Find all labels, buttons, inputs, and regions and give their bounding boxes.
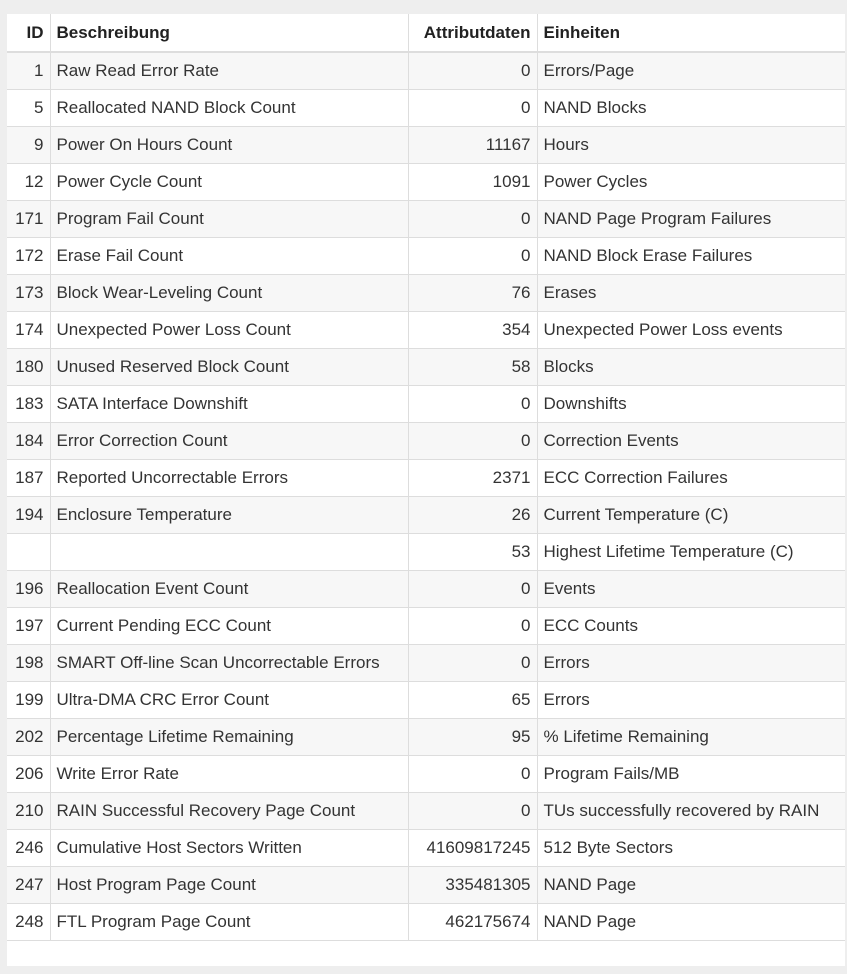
cell-unit: NAND Page Program Failures: [537, 200, 845, 237]
cell-value: 0: [408, 52, 537, 89]
cell-unit: Errors: [537, 681, 845, 718]
cell-description: Write Error Rate: [50, 755, 408, 792]
table-row: [7, 237, 845, 274]
cell-unit: 512 Byte Sectors: [537, 829, 845, 866]
table-row: [7, 533, 845, 570]
cell-value: 0: [408, 89, 537, 126]
table-row: [7, 755, 845, 792]
cell-id: 5: [7, 89, 50, 126]
cell-id: 174: [7, 311, 50, 348]
cell-unit: NAND Block Erase Failures: [537, 237, 845, 274]
cell-unit: Blocks: [537, 348, 845, 385]
table-row: [7, 570, 845, 607]
column-header-value: Attributdaten: [408, 14, 537, 52]
cell-unit: NAND Blocks: [537, 89, 845, 126]
cell-value: 462175674: [408, 903, 537, 940]
cell-id: 9: [7, 126, 50, 163]
cell-id: 248: [7, 903, 50, 940]
table-row: [7, 311, 845, 348]
cell-value: 0: [408, 607, 537, 644]
cell-unit: Highest Lifetime Temperature (C): [537, 533, 845, 570]
cell-id: 194: [7, 496, 50, 533]
cell-unit: Erases: [537, 274, 845, 311]
cell-unit: % Lifetime Remaining: [537, 718, 845, 755]
table-row: [7, 385, 845, 422]
cell-id: 202: [7, 718, 50, 755]
header-row: [7, 14, 845, 52]
cell-value: 0: [408, 644, 537, 681]
cell-id: 206: [7, 755, 50, 792]
cell-description: FTL Program Page Count: [50, 903, 408, 940]
cell-id: 247: [7, 866, 50, 903]
cell-id: 173: [7, 274, 50, 311]
table-row: [7, 903, 845, 940]
cell-id: 184: [7, 422, 50, 459]
cell-value: 65: [408, 681, 537, 718]
column-header-description: Beschreibung: [50, 14, 408, 52]
cell-value: 58: [408, 348, 537, 385]
cell-description: Program Fail Count: [50, 200, 408, 237]
table-row: [7, 496, 845, 533]
table-row: [7, 866, 845, 903]
cell-description: Reported Uncorrectable Errors: [50, 459, 408, 496]
table-row: [7, 348, 845, 385]
cell-unit: Unexpected Power Loss events: [537, 311, 845, 348]
smart-attributes-panel: [7, 14, 845, 966]
cell-unit: Errors: [537, 644, 845, 681]
cell-unit: ECC Counts: [537, 607, 845, 644]
table-row: [7, 644, 845, 681]
cell-value: 11167: [408, 126, 537, 163]
cell-id: 180: [7, 348, 50, 385]
column-header-id: ID: [7, 14, 50, 52]
cell-description: Power Cycle Count: [50, 163, 408, 200]
cell-description: Unused Reserved Block Count: [50, 348, 408, 385]
cell-value: 0: [408, 237, 537, 274]
cell-value: 26: [408, 496, 537, 533]
cell-id: 198: [7, 644, 50, 681]
cell-value: 1091: [408, 163, 537, 200]
cell-id: 183: [7, 385, 50, 422]
cell-value: 2371: [408, 459, 537, 496]
cell-id: [7, 533, 50, 570]
cell-unit: Events: [537, 570, 845, 607]
table-row: [7, 52, 845, 89]
cell-value: 0: [408, 385, 537, 422]
cell-description: [50, 533, 408, 570]
cell-unit: ECC Correction Failures: [537, 459, 845, 496]
cell-value: 76: [408, 274, 537, 311]
cell-unit: NAND Page: [537, 903, 845, 940]
cell-id: 12: [7, 163, 50, 200]
cell-description: Percentage Lifetime Remaining: [50, 718, 408, 755]
cell-description: Reallocation Event Count: [50, 570, 408, 607]
table-row: [7, 89, 845, 126]
column-header-unit: Einheiten: [537, 14, 845, 52]
cell-id: 246: [7, 829, 50, 866]
cell-unit: Program Fails/MB: [537, 755, 845, 792]
cell-description: Cumulative Host Sectors Written: [50, 829, 408, 866]
cell-value: 95: [408, 718, 537, 755]
cell-id: 196: [7, 570, 50, 607]
table-row: [7, 792, 845, 829]
cell-id: 171: [7, 200, 50, 237]
cell-description: Error Correction Count: [50, 422, 408, 459]
table-row: [7, 829, 845, 866]
cell-description: Enclosure Temperature: [50, 496, 408, 533]
cell-value: 0: [408, 200, 537, 237]
smart-attributes-table: [7, 14, 845, 941]
cell-value: 335481305: [408, 866, 537, 903]
cell-unit: Current Temperature (C): [537, 496, 845, 533]
cell-unit: Errors/Page: [537, 52, 845, 89]
cell-description: Power On Hours Count: [50, 126, 408, 163]
cell-value: 0: [408, 570, 537, 607]
cell-description: Reallocated NAND Block Count: [50, 89, 408, 126]
cell-value: 41609817245: [408, 829, 537, 866]
cell-id: 197: [7, 607, 50, 644]
cell-value: 0: [408, 755, 537, 792]
cell-unit: Correction Events: [537, 422, 845, 459]
cell-value: 0: [408, 792, 537, 829]
cell-description: SMART Off-line Scan Uncorrectable Errors: [50, 644, 408, 681]
table-row: [7, 200, 845, 237]
table-row: [7, 274, 845, 311]
cell-description: SATA Interface Downshift: [50, 385, 408, 422]
cell-value: 0: [408, 422, 537, 459]
cell-description: Current Pending ECC Count: [50, 607, 408, 644]
cell-unit: NAND Page: [537, 866, 845, 903]
cell-id: 210: [7, 792, 50, 829]
cell-description: Unexpected Power Loss Count: [50, 311, 408, 348]
cell-description: Ultra-DMA CRC Error Count: [50, 681, 408, 718]
table-row: [7, 163, 845, 200]
table-row: [7, 607, 845, 644]
table-row: [7, 126, 845, 163]
cell-id: 172: [7, 237, 50, 274]
table-row: [7, 718, 845, 755]
cell-unit: Hours: [537, 126, 845, 163]
cell-id: 1: [7, 52, 50, 89]
cell-unit: Power Cycles: [537, 163, 845, 200]
table-body: [7, 52, 845, 940]
cell-description: Erase Fail Count: [50, 237, 408, 274]
table-row: [7, 422, 845, 459]
cell-unit: Downshifts: [537, 385, 845, 422]
cell-description: RAIN Successful Recovery Page Count: [50, 792, 408, 829]
cell-description: Host Program Page Count: [50, 866, 408, 903]
cell-value: 354: [408, 311, 537, 348]
cell-id: 187: [7, 459, 50, 496]
table-header: [7, 14, 845, 52]
cell-description: Block Wear-Leveling Count: [50, 274, 408, 311]
cell-description: Raw Read Error Rate: [50, 52, 408, 89]
table-row: [7, 681, 845, 718]
cell-unit: TUs successfully recovered by RAIN: [537, 792, 845, 829]
cell-id: 199: [7, 681, 50, 718]
cell-value: 53: [408, 533, 537, 570]
table-row: [7, 459, 845, 496]
